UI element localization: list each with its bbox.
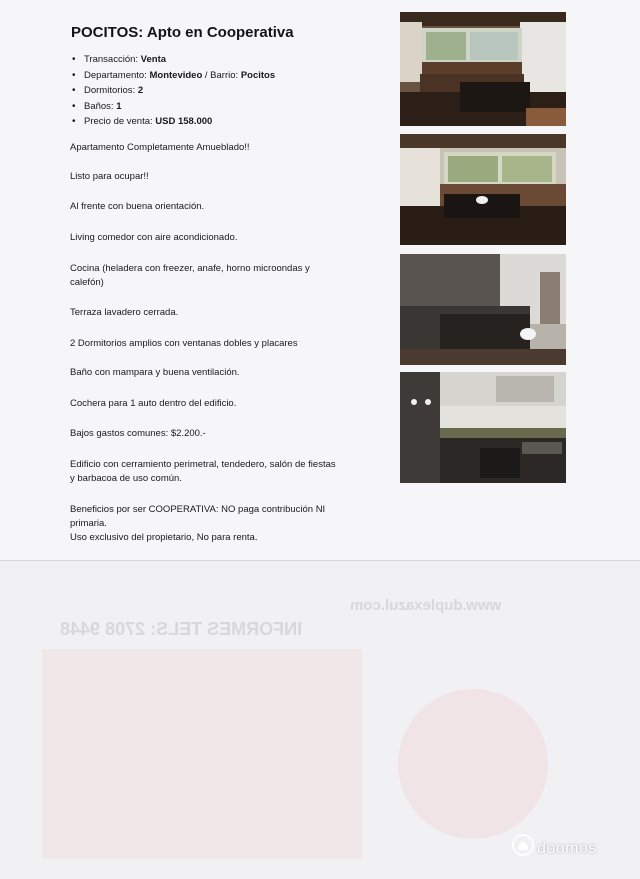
desc-living: Living comedor con aire acondicionado.: [70, 232, 238, 243]
photo-dining: [400, 134, 566, 245]
title-rest: Apto en Cooperativa: [146, 24, 294, 41]
back-page-text-2: www.duplexazul.com: [350, 597, 502, 614]
doomos-watermark: doomos: [537, 840, 597, 857]
photo-living-room: [400, 12, 566, 126]
spec-bathrooms: • Baños: 1: [72, 99, 275, 115]
back-page-bleedthrough: [0, 560, 640, 879]
listing-title: [71, 24, 294, 41]
desc-building: Edificio con cerramiento perimetral, tendedero, salón de fiestas y barbacoa de uso común.: [70, 459, 336, 484]
desc-terrace: Terraza lavadero cerrada.: [70, 307, 179, 318]
title-neighborhood: POCITOS:: [71, 24, 144, 41]
desc-cooperative: Beneficios por ser COOPERATIVA: NO paga contribución NI primaria.: [70, 504, 326, 529]
photo-bedroom: [400, 254, 566, 365]
spec-bedrooms: • Dormitorios: 2: [72, 83, 275, 99]
desc-kitchen: Cocina (heladera con freezer, anafe, horno microondas y calefón): [70, 263, 310, 288]
back-page-seal: [398, 689, 548, 839]
desc-exclusive-use: Uso exclusivo del propietario, No para renta.: [70, 532, 258, 543]
photo-kitchen: [400, 372, 566, 483]
desc-bathroom: Baño con mampara y buena ventilación.: [70, 367, 240, 378]
desc-ready: Listo para ocupar!!: [70, 171, 149, 182]
back-page-text-1: INFORMES TELS: 2708 9448: [60, 619, 303, 639]
spec-price: • Precio de venta: USD 158.000: [72, 114, 275, 130]
desc-fees: Bajos gastos comunes: $2.200.-: [70, 428, 206, 439]
desc-furnished: Apartamento Completamente Amueblado!!: [70, 142, 250, 153]
desc-garage: Cochera para 1 auto dentro del edificio.: [70, 398, 237, 409]
desc-bedrooms: 2 Dormitorios amplios con ventanas dobles y placares: [70, 338, 298, 349]
doomos-logo-icon: [512, 834, 534, 861]
spec-location: • Departamento: Montevideo / Barrio: Pocitos: [72, 68, 275, 84]
back-page-panel: [42, 649, 362, 859]
spec-list: [72, 52, 275, 130]
spec-transaction: • Transacción: Venta: [72, 52, 275, 68]
desc-orientation: Al frente con buena orientación.: [70, 201, 205, 212]
